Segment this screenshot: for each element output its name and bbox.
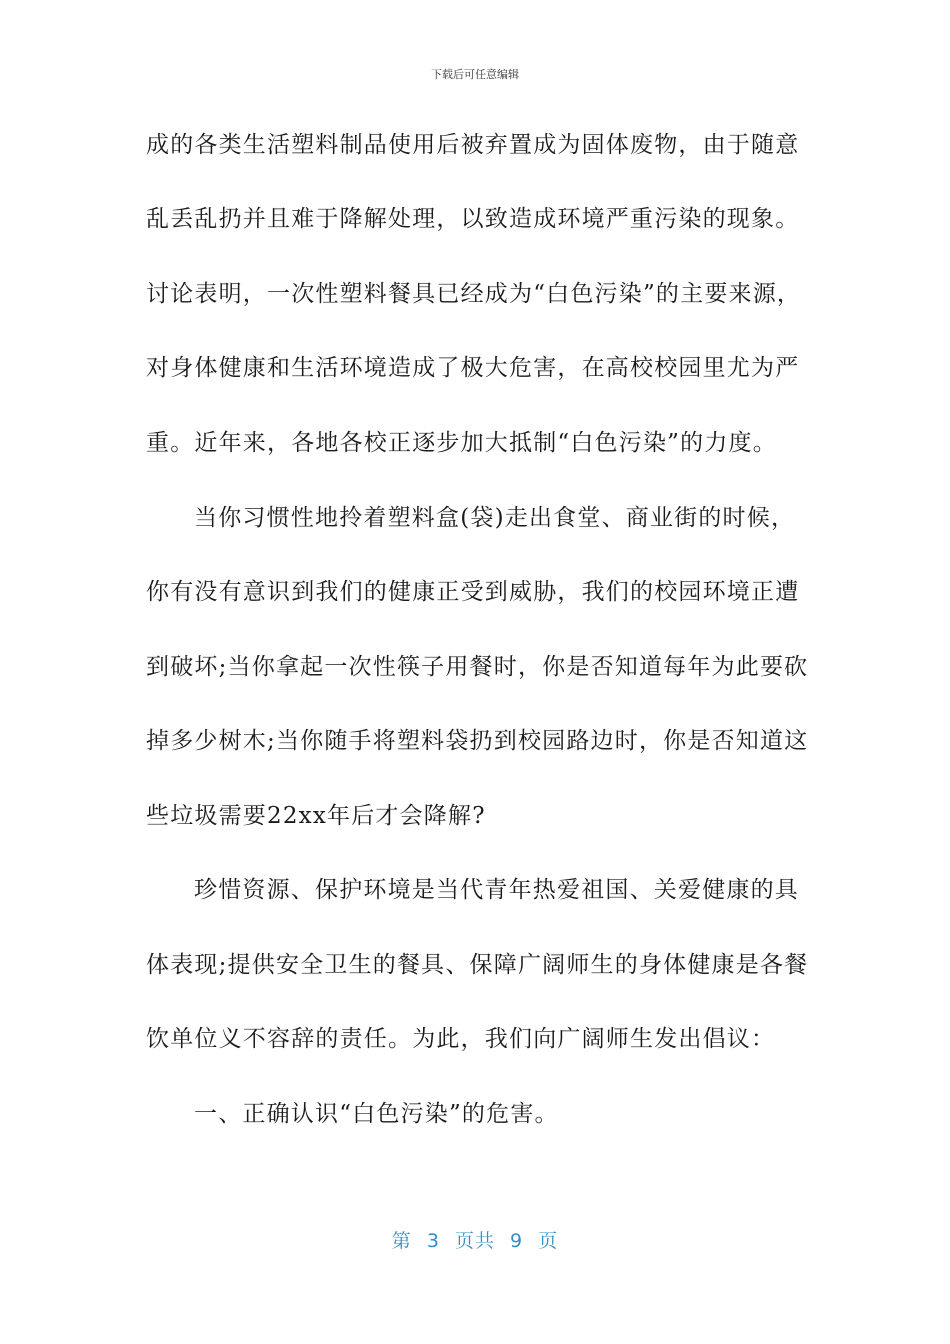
- footer-ye: 页: [538, 1230, 559, 1252]
- text-line: 饮单位义不容辞的责任。为此，我们向广阔师生发出倡议：: [146, 1026, 776, 1052]
- text-line: 些垃圾需要22xx年后才会降解?: [146, 803, 486, 829]
- text-line: 掉多少树木;当你随手将塑料袋扔到校园路边时，你是否知道这: [146, 728, 809, 754]
- text-line: 成的各类生活塑料制品使用后被弃置成为固体废物，由于随意: [146, 132, 800, 158]
- text-line: 到破坏;当你拿起一次性筷子用餐时，你是否知道每年为此要砍: [146, 654, 809, 680]
- page-header: 下载后可任意编辑: [431, 68, 519, 81]
- footer-ye-gong: 页共: [454, 1230, 495, 1252]
- text-line: 体表现;提供安全卫生的餐具、保障广阔师生的身体健康是各餐: [146, 952, 809, 978]
- text-line: 你有没有意识到我们的健康正受到威胁，我们的校园环境正遭: [146, 579, 800, 605]
- text-line: 讨论表明，一次性塑料餐具已经成为“白色污染”的主要来源，: [146, 281, 802, 307]
- text-line: 重。近年来，各地各校正逐步加大抵制“白色污染”的力度。: [146, 430, 777, 456]
- text-line: 对身体健康和生活环境造成了极大危害，在高校校园里尤为严: [146, 355, 800, 381]
- list-item-line: 一、正确认识“白色污染”的危害。: [194, 1101, 559, 1127]
- page-footer: [0, 1226, 950, 1253]
- paragraph-start-line: 珍惜资源、保护环境是当代青年热爱祖国、关爱健康的具: [194, 877, 799, 903]
- current-page-number: 3: [426, 1230, 440, 1252]
- paragraph-start-line: 当你习惯性地拎着塑料盒(袋)走出食堂、商业街的时候，: [194, 505, 796, 531]
- footer-di: 第: [391, 1230, 412, 1252]
- text-line: 乱丢乱扔并且难于降解处理，以致造成环境严重污染的现象。: [146, 206, 800, 232]
- total-pages: 9: [510, 1230, 524, 1252]
